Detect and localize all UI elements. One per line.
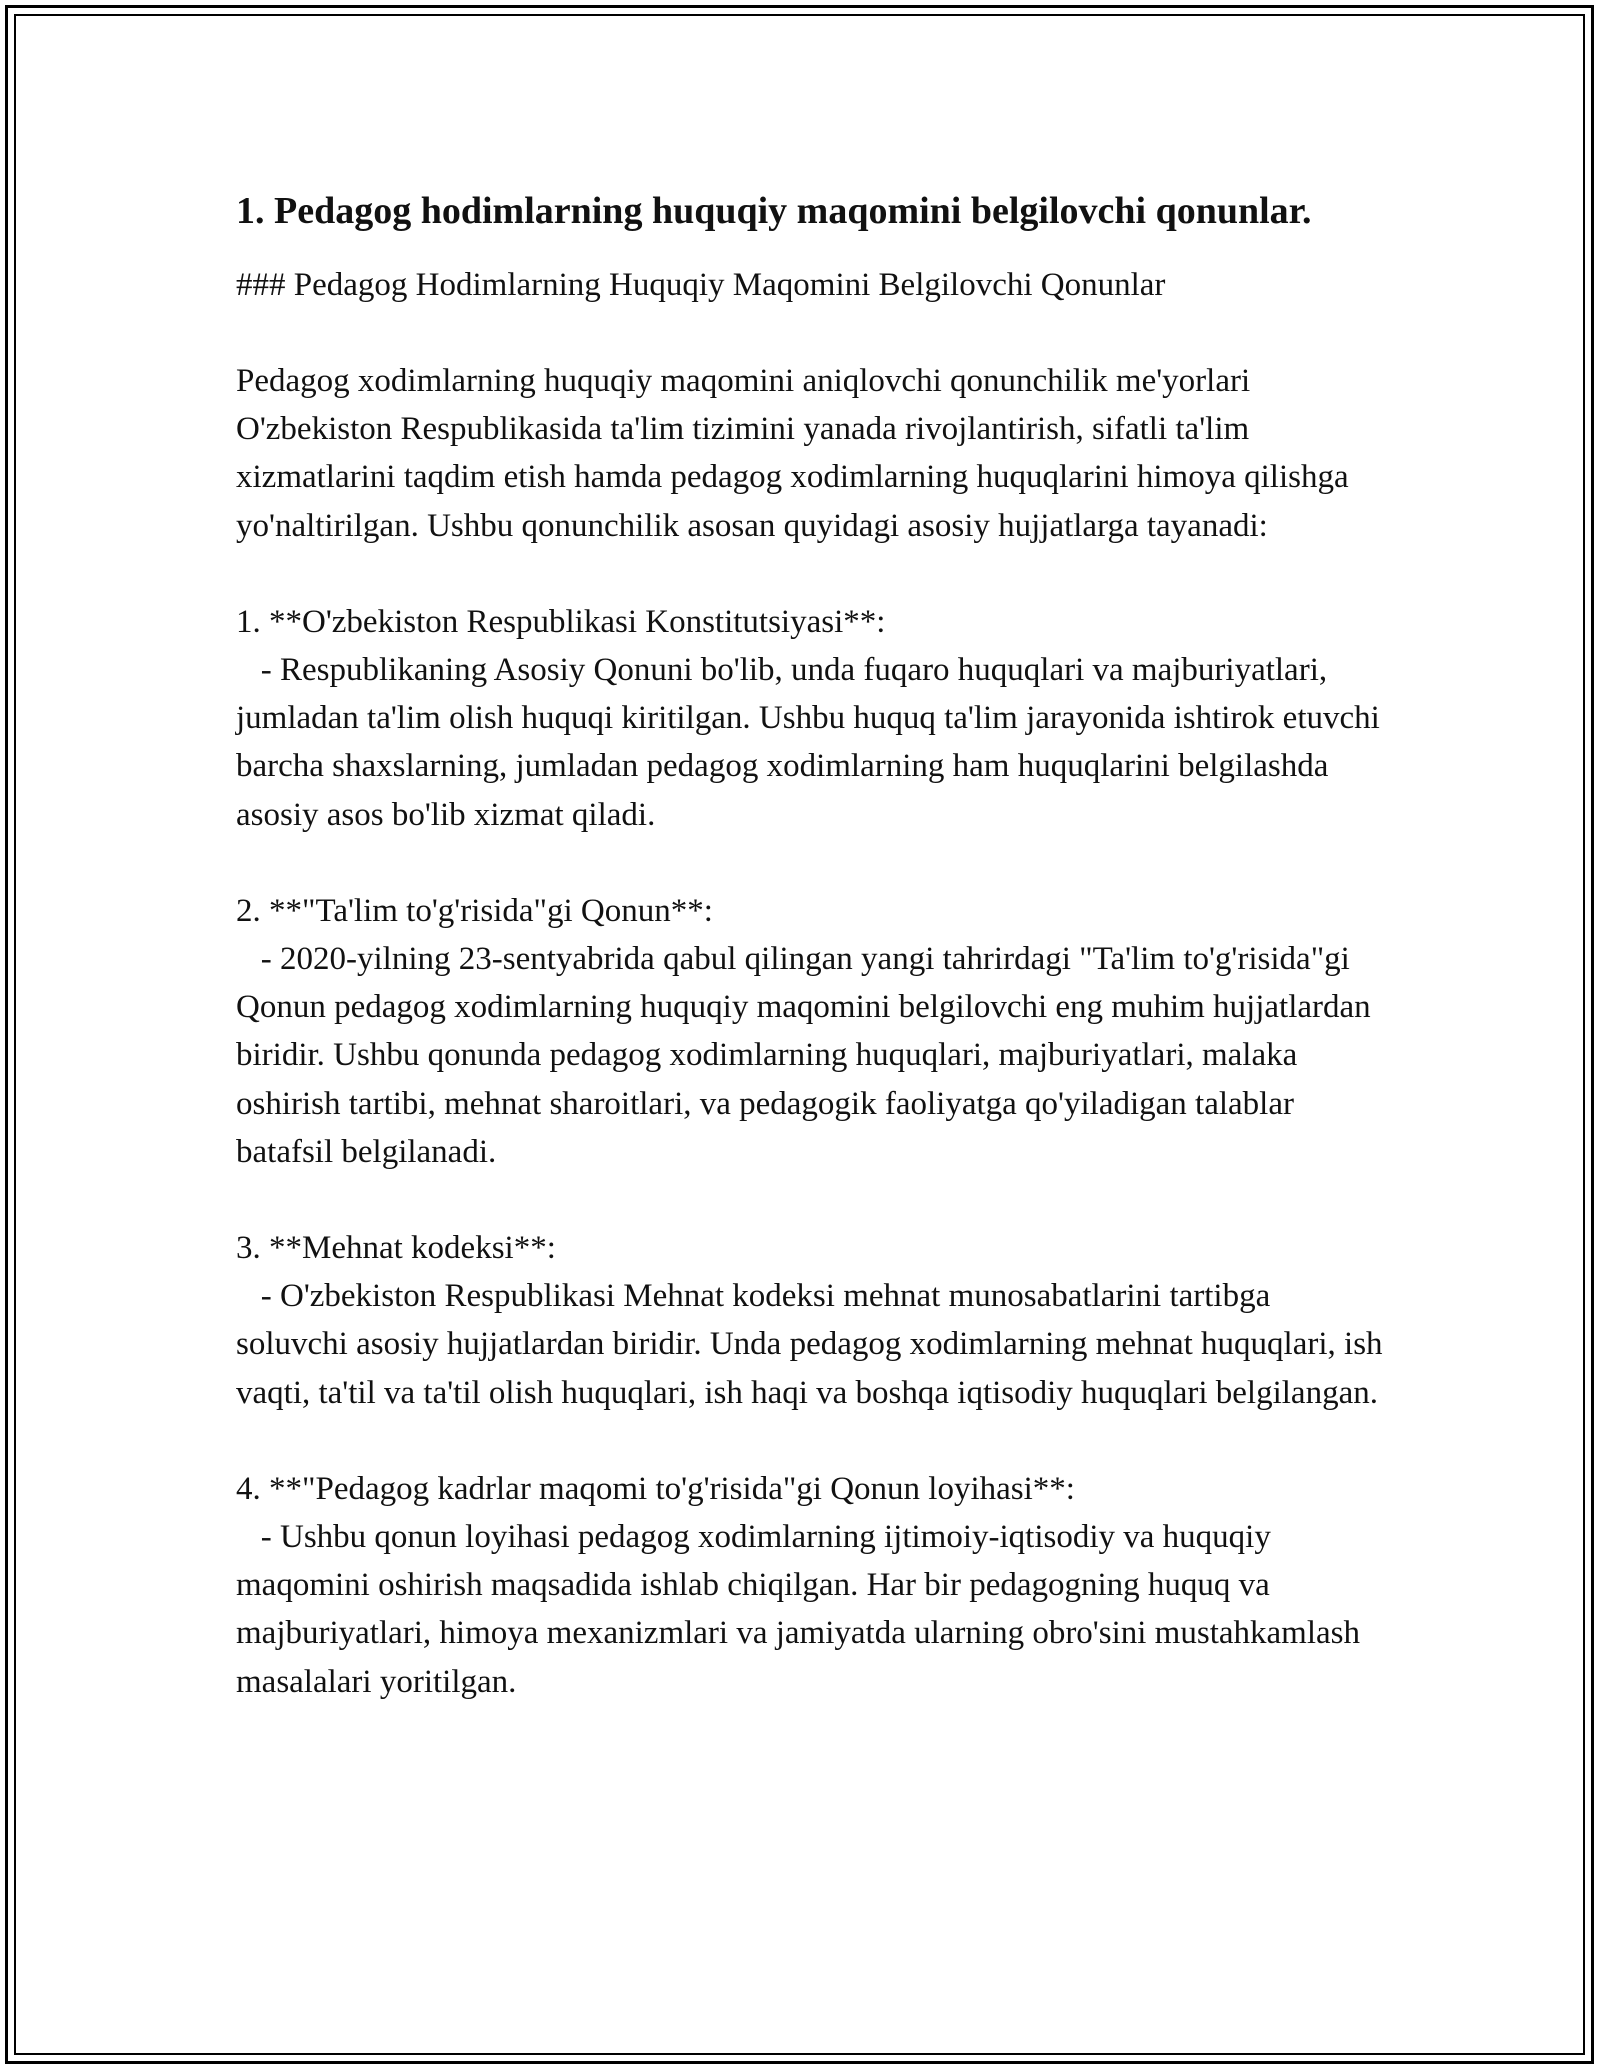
section-title: 1. **O'zbekiston Respublikasi Konstitutsiyasi**:: [236, 603, 886, 640]
intro-paragraph: Pedagog xodimlarning huquqiy maqomini aniqlovchi qonunchilik me'yorlari O'zbekiston Respublikasida ta'lim tizimini yanada rivojlantirish, sifatli ta'lim xizmatlarini taqdim etish hamda pedagog xodimlarning huquqlarini himoya qilishga yo'naltirilgan. Ushbu qonunchilik asosan quyidagi asosiy hujjatlarga tayanadi:: [236, 363, 1357, 544]
section-constitution: [236, 598, 1389, 839]
section-body: - O'zbekiston Respublikasi Mehnat kodeksi mehnat munosabatlarini tartibga soluvchi asosiy hujjatlardan biridir. Unda pedagog xodimlarning mehnat huquqlari, ish vaqti, ta'til va ta'til olish huquqlari, ish haqi va boshqa iqtisodiy huquqlari belgilangan.: [236, 1278, 1391, 1411]
section-body: - 2020-yilning 23-sentyabrida qabul qilingan yangi tahrirdagi "Ta'lim to'g'risida"gi Qonun pedagog xodimlarning huquqiy maqomini belgilovchi eng muhim hujjatlardan biridir. Ushbu qonunda pedagog xodimlarning huquqlari, majburiyatlari, malaka oshirish tartibi, mehnat sharoitlari, va pedagogik faoliyatga qo'yiladigan talablar batafsil belgilanadi.: [236, 941, 1379, 1170]
section-title: 3. **Mehnat kodeksi**:: [236, 1230, 556, 1267]
document-body: [236, 184, 1391, 1706]
section-title: 2. **"Ta'lim to'g'risida"gi Qonun**:: [236, 892, 713, 929]
section-title: 4. **"Pedagog kadrlar maqomi to'g'risida"gi Qonun loyihasi**:: [236, 1470, 1075, 1507]
markdown-heading: ### Pedagog Hodimlarning Huquqiy Maqomini Belgilovchi Qonunlar: [236, 267, 1166, 303]
section-labor-code: [236, 1224, 1391, 1417]
document-title: 1. Pedagog hodimlarning huquqiy maqomini belgilovchi qonunlar.: [236, 190, 1312, 232]
section-education-law: [236, 887, 1386, 1176]
section-draft-law: [236, 1465, 1386, 1706]
section-body: - Ushbu qonun loyihasi pedagog xodimlarning ijtimoiy-iqtisodiy va huquqiy maqomini oshirish maqsadida ishlab chiqilgan. Har bir pedagogning huquq va majburiyatlari, himoya mexanizmlari va jamiyatda ularning obro'sini mustahkamlash masalalari yoritilgan.: [236, 1519, 1369, 1700]
section-body: - Respublikaning Asosiy Qonuni bo'lib, unda fuqaro huquqlari va majburiyatlari, jumladan ta'lim olish huquqi kiritilgan. Ushbu huquq ta'lim jarayonida ishtirok etuvchi barcha shaxslarning, jumladan pedagog xodimlarning ham huquqlarini belgilashda asosiy asos bo'lib xizmat qiladi.: [236, 652, 1389, 833]
